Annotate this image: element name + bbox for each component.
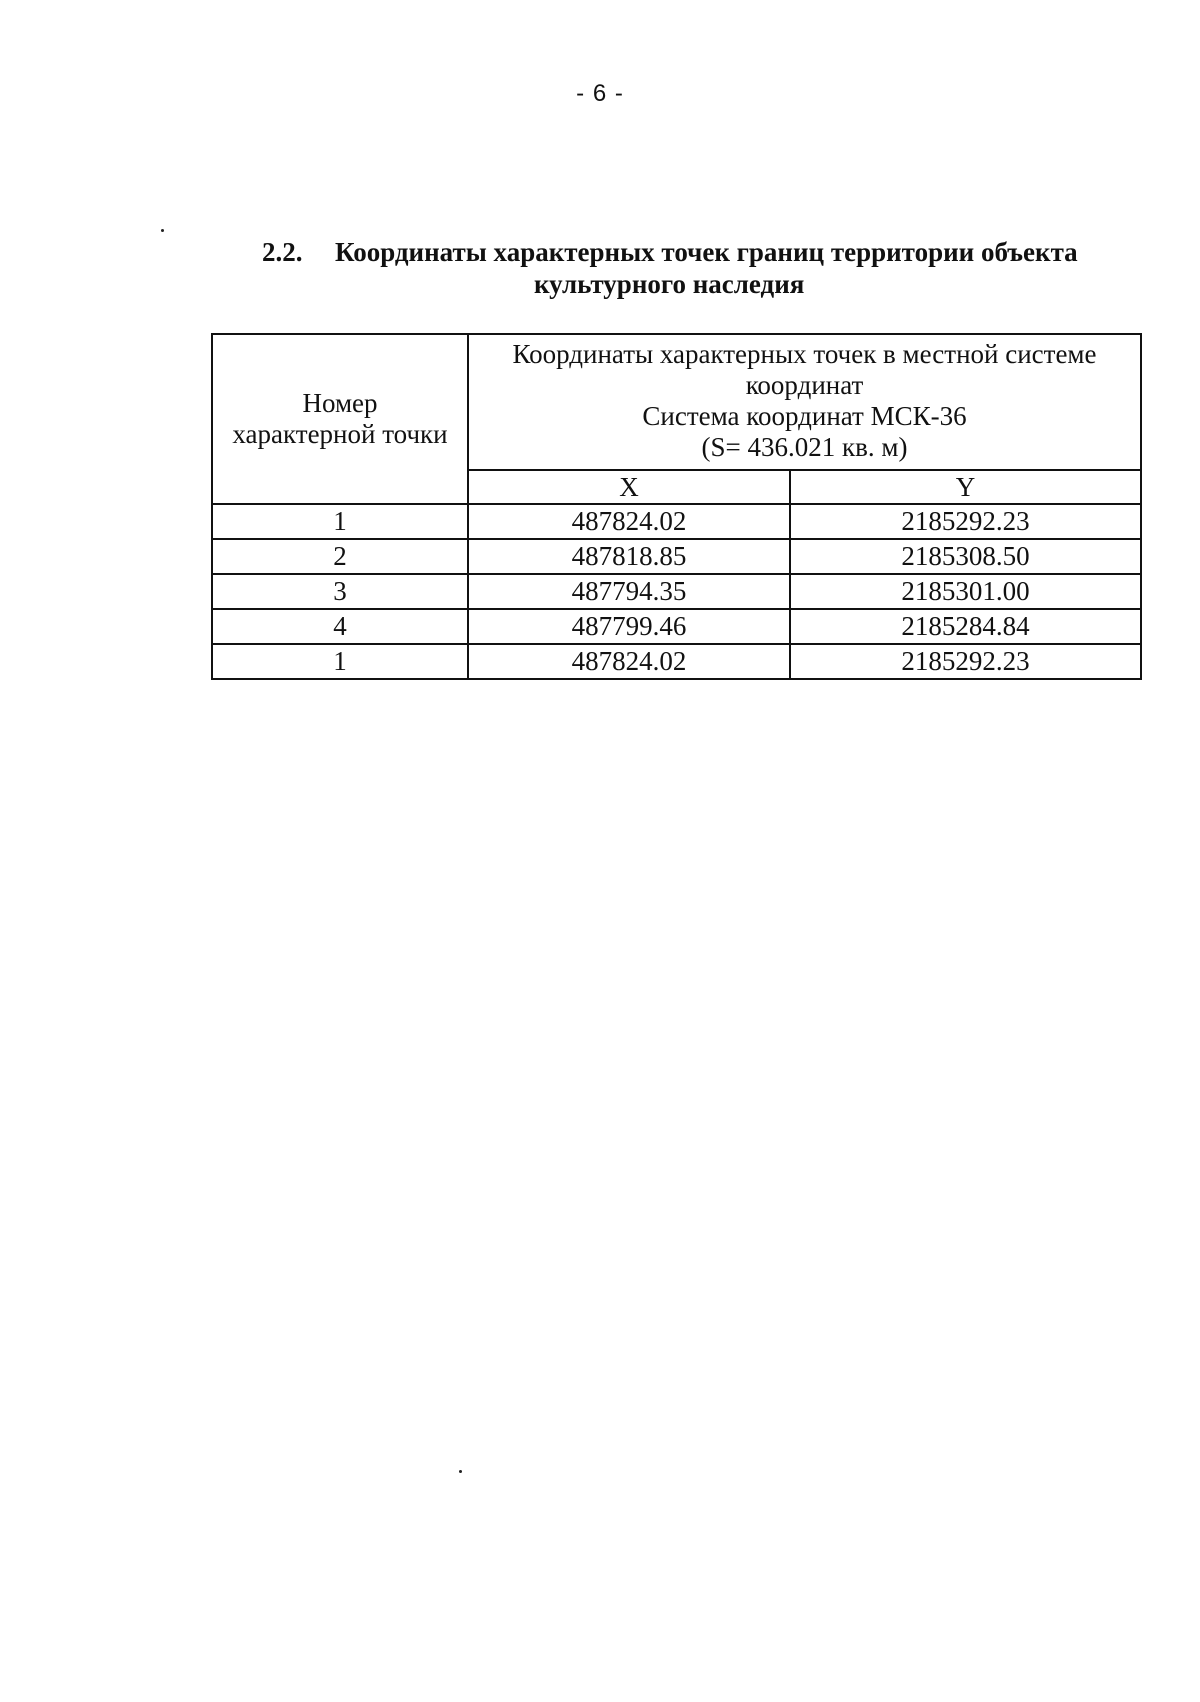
cell-y: 2185292.23 xyxy=(790,644,1141,679)
section-title-line2: культурного наследия xyxy=(534,269,805,299)
section-title-line1: Координаты характерных точек границ территории объекта xyxy=(335,237,1078,267)
cell-x: 487794.35 xyxy=(468,574,790,609)
cell-point: 1 xyxy=(212,644,468,679)
header-point-line: Номер xyxy=(302,388,378,418)
cell-point: 4 xyxy=(212,609,468,644)
table-row xyxy=(212,539,1141,574)
scan-speck xyxy=(161,229,164,232)
cell-y: 2185292.23 xyxy=(790,504,1141,539)
cell-point: 3 xyxy=(212,574,468,609)
cell-y: 2185308.50 xyxy=(790,539,1141,574)
header-group-line: Система координат МСК-36 xyxy=(642,401,967,431)
table-row xyxy=(212,644,1141,679)
cell-x: 487818.85 xyxy=(468,539,790,574)
cell-x: 487799.46 xyxy=(468,609,790,644)
header-point-number xyxy=(212,334,468,504)
page-number: - 6 - xyxy=(576,80,624,107)
header-coordinates-group xyxy=(468,334,1141,470)
header-group-line: координат xyxy=(745,370,864,400)
cell-y: 2185284.84 xyxy=(790,609,1141,644)
cell-x: 487824.02 xyxy=(468,504,790,539)
cell-point: 1 xyxy=(212,504,468,539)
table-row xyxy=(212,609,1141,644)
table-row xyxy=(212,574,1141,609)
cell-y: 2185301.00 xyxy=(790,574,1141,609)
scan-speck xyxy=(459,1470,462,1473)
header-group-line: Координаты характерных точек в местной системе xyxy=(512,339,1097,369)
cell-x: 487824.02 xyxy=(468,644,790,679)
cell-point: 2 xyxy=(212,539,468,574)
coordinates-table xyxy=(211,333,1142,680)
table-header-row xyxy=(212,334,1141,470)
header-x: X xyxy=(468,470,790,504)
section-heading xyxy=(262,236,1162,300)
header-y: Y xyxy=(790,470,1141,504)
header-group-line: (S= 436.021 кв. м) xyxy=(701,432,908,462)
header-point-line: характерной точки xyxy=(232,419,448,449)
section-number: 2.2. xyxy=(262,237,303,267)
table-row xyxy=(212,504,1141,539)
